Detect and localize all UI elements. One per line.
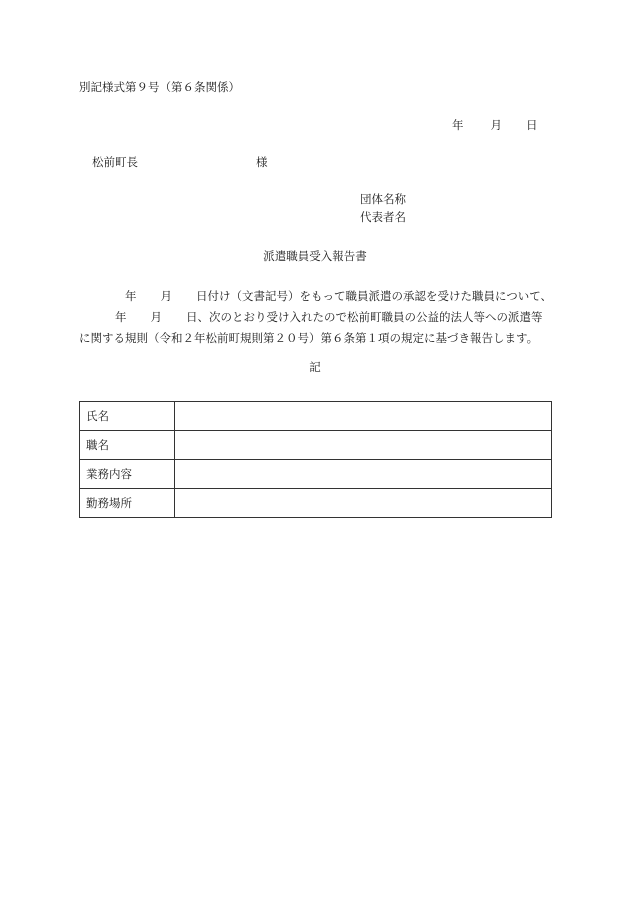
- details-table: [79, 401, 552, 518]
- body-line-2: 年 月 日、次のとおり受け入れたので松前町職員の公益的法人等への派遣等: [115, 310, 543, 324]
- table-row: [80, 489, 552, 518]
- organization-name-label: 団体名称: [360, 192, 406, 206]
- row-value-duties[interactable]: [175, 460, 552, 489]
- form-number: 別記様式第９号（第６条関係）: [79, 80, 240, 94]
- row-value-job-title[interactable]: [175, 431, 552, 460]
- addressee-honorific: 様: [256, 155, 268, 169]
- row-label-job-title: 職名: [80, 431, 175, 460]
- row-label-duties: 業務内容: [80, 460, 175, 489]
- representative-name-label: 代表者名: [360, 209, 406, 224]
- date-year-label: 年: [452, 118, 464, 132]
- table-row: [80, 431, 552, 460]
- row-label-workplace: 勤務場所: [80, 489, 175, 518]
- document-title: 派遣職員受入報告書: [263, 249, 367, 263]
- body-line-1: 年 月 日付け（文書記号）をもって職員派遣の承認を受けた職員について、: [125, 289, 553, 303]
- body-line-3: に関する規則（令和２年松前町規則第２０号）第６条第１項の規定に基づき報告します。: [79, 331, 539, 345]
- date-day-label: 日: [526, 118, 538, 132]
- addressee-name: 松前町長: [92, 155, 138, 169]
- date-line: [452, 120, 538, 132]
- row-value-name[interactable]: [175, 402, 552, 431]
- record-mark: 記: [309, 360, 321, 374]
- body-paragraph: [79, 286, 554, 349]
- table-row: [80, 402, 552, 431]
- date-month-label: 月: [490, 118, 502, 132]
- sender-block: [360, 194, 406, 229]
- table-row: [80, 460, 552, 489]
- row-value-workplace[interactable]: [175, 489, 552, 518]
- row-label-name: 氏名: [80, 402, 175, 431]
